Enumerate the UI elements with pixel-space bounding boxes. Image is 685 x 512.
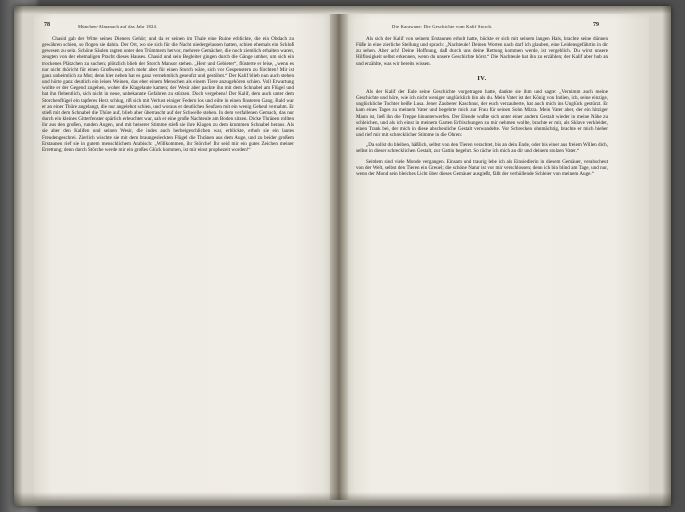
- paragraph: Chasid gab der Witte seines Dieners Gehör; und da er seinen im Thale eine Ruine erblickte, die ein Obdach zu gewähren schien, so flogen sie dahin. Der Ort, wo sie sich für die Nacht niedergelassen hatten, schien ehemals ein Schloß gewesen zu sein. Schöne Säulen ragten unter den Trümmern hervor, mehrere Gemächer, die noch ziemlich erhalten waren, zeugten von der ehemaligen Pracht dieses Hauses. Chasid und sein Begleiter gingen durch die Gänge umher, um sich ein trockenes Plätzchen zu suchen; plötzlich blieb der Storch Mansor stehen. „Herr und Gebieter“, flüsterte er leise, „wenn es nur nicht thöricht für einen Großwesir, noch mehr aber für einen Storch wäre, sich vor Gespenstern zu fürchten! Mir ist ganz unheimlich zu Mut; denn hier neben hat es ganz vernehmlich geseufzt und gestöhnt.“ Der Kalif blieb nun auch stehen und hörte ganz deutlich ein leises Weinen, das eher einem Menschen als einem Tiere anzugehören schien. Voll Erwartung wollte er der Gegend zugehen, woher die Klagelaute kamen; der Wesir aber packte ihn mit dem Schnabel am Flügel und bat ihn flehentlich, sich nicht in neue, unbekannte Gefahren zu stürzen. Doch vergebens! Der Kalif, dem auch unter dem Storchenflügel ein tapferes Herz schlug, riß sich mit Verlust einiger Federn los und eilte in einen finsteren Gang. Bald war er an einer Thüre angelangt, die nur angelehnt schien, und woraus er deutliches Seufzen mit ein wenig Geheul vernahm. Er stieß mit dem Schnabel die Thüre auf, blieb aber überrascht auf der Schwelle stehen. In dem verfallenen Gemach, das nur durch ein kleines Gitterfenster spärlich erleuchtet war, sah er eine große Nachteule am Boden sitzen. Dicke Thränen rollten ihr aus den großen, runden Augen, und mit heiserer Stimme stieß sie ihre Klagen zu dem krummen Schnabel heraus. Als sie aber den Kalifen und seinen Wesir, die indes auch herbeigeschlichen war, erblickte, erhob sie ein lautes Freudengeschrei. Zierlich wischte sie mit dem braungesleckten Flügel die Thränen aus dem Auge, und zu beider großem Erstaunen rief sie in gutem menschlichem Arabisch: „Willkommen, ihr Störche! Ihr seid mir ein gutes Zeichen meiner Errettung; denn durch Störche werde mir ein großes Glück kommen, ist mir einst prophezeit worden!“: [42, 36, 294, 153]
- folio-left: 78: [44, 22, 50, 28]
- book-gutter: [330, 14, 348, 500]
- paragraph: „Da sollst du bleiben, häßlich, selbst von den Tieren verachtet, bis an dein Ende, oder bis einer aus freiem Willen dich, selbst in dieser schrecklichen Gestalt, zur Gattin begehrt. So räche ich mich an dir und deinem stolzen Vater.“: [356, 142, 608, 155]
- paragraph: Als der Kalif der Eule seine Geschichte vorgetragen hatte, dankte sie ihm und sagte: „Vernimm auch meine Geschichte und höre, wie ich nicht weniger unglücklich bin als du. Mein Vater ist der König von Indien, ich, seine einzige, unglückliche Tochter heiße Lusa. Jener Zauberer Kaschnur, der euch verzauberte, hat auch mich ins Unglück gestürzt. Er kam eines Tages zu meinem Vater und begehrte mich zur Frau für seinen Sohn Mizra. Mein Vater aber, der ein hitziger Mann ist, ließ ihn die Treppe hinunterwerfen. Der Elende wußte sich unter einer andern Gestalt wieder in meine Nähe zu schleichen, und als ich einst in meinem Garten Erfrischungen zu mir nehmen wollte, brachte er mir, als Sklave verkleidet, einen Trank bei, der mich in diese abscheuliche Gestalt verwandelte. Vor Schrecken ohnmächtig, brachte er mich hieher und rief mir mit schrecklicher Stimme in die Ohren:: [356, 88, 608, 139]
- running-head-left: München-Almanach auf das Jahr 1824.: [78, 24, 158, 29]
- paragraph: Als sich der Kalif von seinem Erstaunen erholt hatte, bückte er sich mit seinem langen Hals, brachte seine dünnen Füße in eine zierliche Stellung und sprach: „Nachteule! Deinen Worten nach darf ich glauben, eine Leidensgefährtin in dir zu sehen. Aber ach! Deine Hoffnung, daß durch uns deine Rettung kommen werde, ist vergeblich. Du wirst unsere Hilflosigkeit selbst erkennen, wenn du unsere Geschichte hörst.“ Die Nachteule bat ihn zu erzählen; der Kalif aber hub an und erzählte, was wir bereits wissen.: [356, 36, 608, 67]
- running-head-right: Die Karawane: Die Geschichte vom Kalif Storch.: [392, 24, 493, 29]
- chapter-number: IV.: [477, 74, 487, 82]
- paragraph: Seitdem sind viele Monde vergangen. Einsam und traurig lebe ich als Einsiedlerin in diesem Gemäuer, verabscheut von der Welt, selbst den Tieren ein Greuel; die schöne Natur ist vor mir verschlossen; denn ich bin blind am Tage, und nur, wenn der Mond sein bleiches Licht über dieses Gemäuer ausgießt, fällt der verhüllende Schleier von meinem Auge.“: [356, 158, 608, 177]
- left-page-text: [42, 36, 294, 153]
- right-page-text: [356, 36, 608, 177]
- folio-right: 79: [593, 22, 599, 28]
